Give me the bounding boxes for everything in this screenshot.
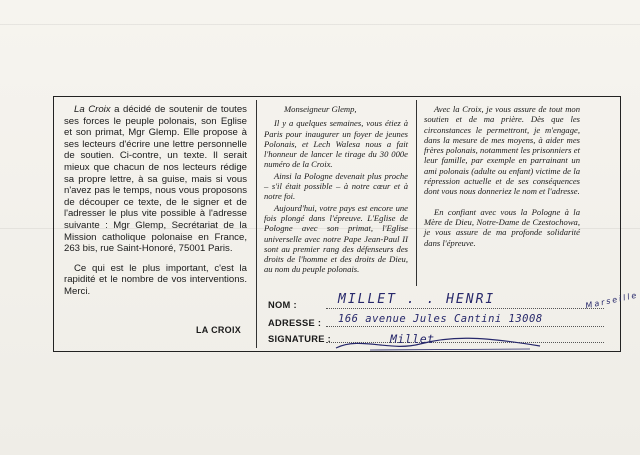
letter-column	[264, 104, 408, 276]
name-handwriting: MILLET . . HENRI	[338, 292, 496, 307]
letter-paragraph: Avec la Croix, je vous assure de tout mon soutien et de ma prière. Dès que les circonstances le permettront, je m'engage, dans la mesure de mes moyens, à aider mes frères polonais, notamment les prisonniers et leur famille, par exemple en parrainant un ami polonais (adulte ou enfant) victime de la répression actuelle et de ses conséquences dont vous nous donneriez le nom et l'adresse.	[424, 104, 580, 197]
letter-paragraph: Il y a quelques semaines, vous étiez à Paris pour inaugurer un foyer de jeunes Polonais, et Lech Walesa nous a fait l'honneur de lancer le tirage du 30 000e numéro de la Croix.	[264, 118, 408, 170]
letter-closing: En confiant avec vous la Pologne à la Mère de Dieu, Notre-Dame de Czestochowa, je vous assure de ma profonde solidarité dans l'épreuve.	[424, 206, 580, 248]
address-handwriting: 166 avenue Jules Cantini 13008	[338, 313, 543, 325]
editorial-column	[64, 104, 247, 306]
editorial-paragraph: Ce qui est le plus important, c'est la rapidité et le nombre de vos interventions. Merci.	[64, 262, 247, 297]
signature-handwriting: Millet	[390, 332, 435, 346]
letter-paragraph: Ainsi la Pologne devenait plus proche – s'il était possible – à notre cœur et à notre foi.	[264, 170, 408, 202]
name-line[interactable]	[326, 308, 604, 309]
signature-flourish	[330, 332, 550, 354]
paper-fold-line	[0, 24, 640, 25]
editorial-signoff: LA CROIX	[196, 325, 242, 335]
letter-salutation: Monseigneur Glemp,	[284, 104, 357, 114]
brand-name: La Croix	[74, 104, 111, 115]
editorial-text: a décidé de soutenir de toutes ses forces le peuple polonais, son Eglise et son primat, Mgr Glemp. Elle propose à ses lecteurs d'écrire une lettre personnelle de soutien. Ci-contre, un texte. Il serait mieux que chacun de nos lecteurs rédige sa propre lettre, à sa guise, mais si vous n'avez pas le temps, nous vous proposons de découper ce texte, de le signer et de l'adresser le plus vite possible à l'adresse suivante : Mgr Glemp, Secrétariat de la Mission catholique polonaise en France, 263 bis, rue Saint-Honoré, 75001 Paris.	[64, 104, 247, 255]
address-row	[260, 313, 620, 332]
signature-label: SIGNATURE :	[268, 334, 332, 344]
name-label: NOM :	[268, 300, 297, 310]
address-city-handwriting: Marseille	[584, 290, 640, 311]
letter-column-continued	[424, 104, 580, 252]
address-label: ADRESSE :	[268, 318, 322, 328]
letter-paragraph: Aujourd'hui, votre pays est encore une fois plongé dans l'épreuve. L'Eglise de Pologne avec son primat, l'Eglise universelle avec notre Pape Jean-Paul II sont au premier rang des défenseurs des droits de l'homme et des droits de Dieu, au nom du peuple polonais.	[264, 202, 408, 275]
address-line[interactable]	[326, 326, 604, 327]
editorial-paragraph	[64, 104, 247, 255]
column-divider	[416, 100, 417, 286]
column-divider	[256, 100, 257, 348]
